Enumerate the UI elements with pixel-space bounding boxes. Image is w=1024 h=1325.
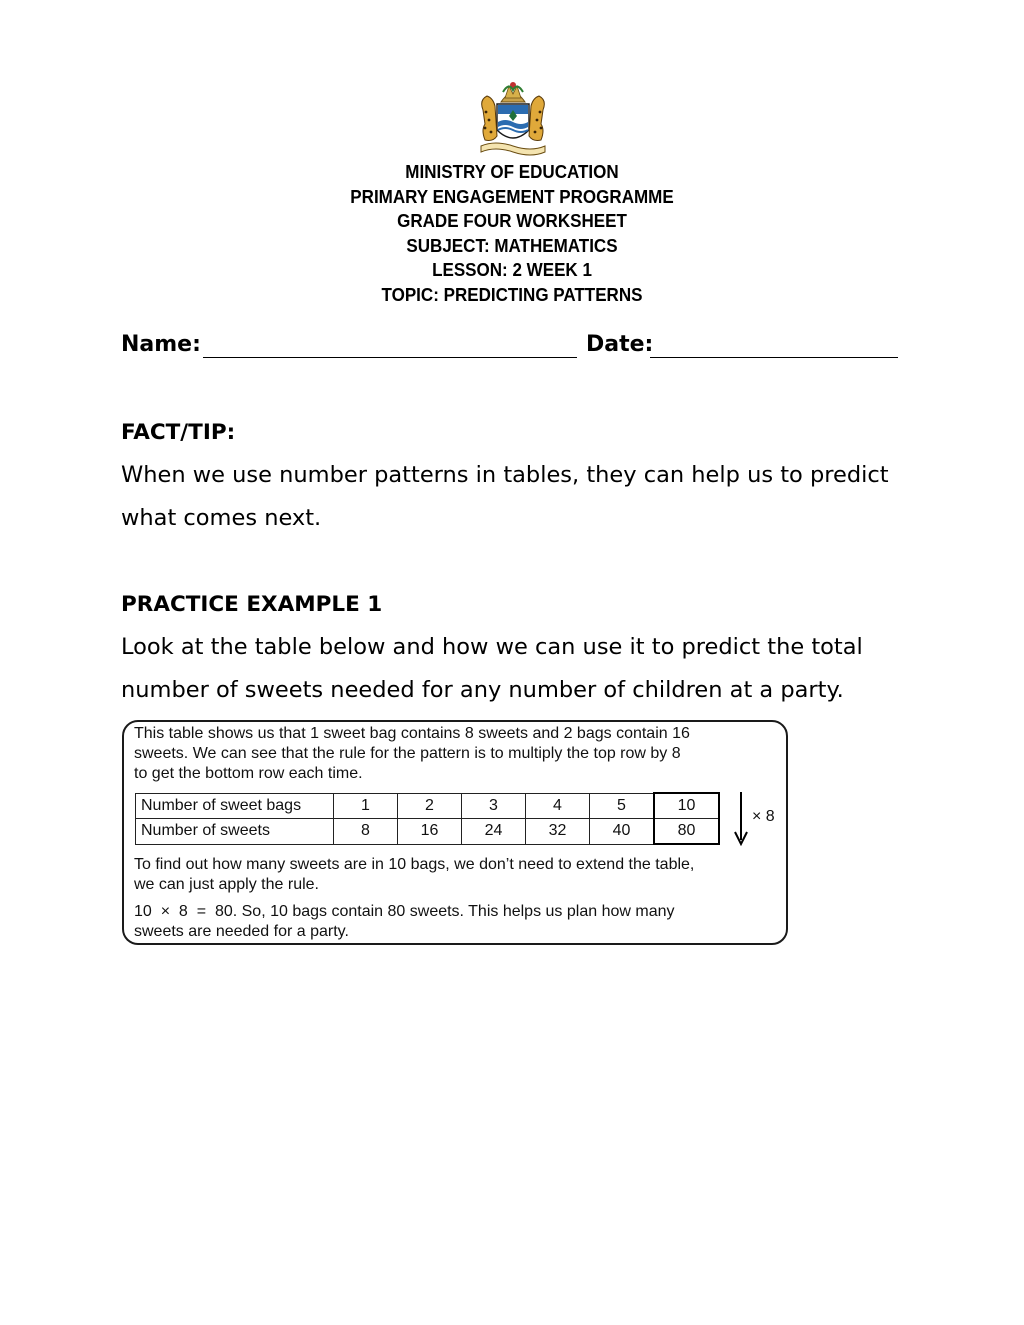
conclusion-line: sweets are needed for a party. xyxy=(134,923,349,940)
row-header-sweets: Number of sweets xyxy=(136,819,334,845)
header-topic: TOPIC: PREDICTING PATTERNS xyxy=(381,283,643,305)
conclusion-line: 10 × 8 = 80. So, 10 bags contain 80 sweets. This helps us plan how many xyxy=(134,903,675,920)
table-cell-highlighted: 80 xyxy=(654,819,719,845)
document-header xyxy=(41,160,983,308)
row-header-bags: Number of sweet bags xyxy=(136,793,334,819)
table-cell: 4 xyxy=(526,793,590,819)
fact-line: When we use number patterns in tables, they can help us to predict xyxy=(121,462,889,488)
name-blank-line[interactable] xyxy=(203,357,577,358)
name-date-row xyxy=(121,330,911,364)
rule-multiplier-label: × 8 xyxy=(752,808,775,825)
table-cell: 5 xyxy=(590,793,655,819)
header-subject: SUBJECT: MATHEMATICS xyxy=(406,234,618,256)
practice-example-heading: PRACTICE EXAMPLE 1 xyxy=(121,592,383,617)
pattern-table xyxy=(135,792,720,845)
note-line: we can just apply the rule. xyxy=(134,876,319,893)
date-label: Date: xyxy=(586,332,654,357)
table-cell: 40 xyxy=(590,819,655,845)
arrow-down-icon xyxy=(734,790,748,846)
date-blank-line[interactable] xyxy=(650,357,898,358)
example-note xyxy=(134,855,694,895)
intro-line: This table shows us that 1 sweet bag contains 8 sweets and 2 bags contain 16 xyxy=(134,725,690,742)
header-worksheet: GRADE FOUR WORKSHEET xyxy=(397,210,627,232)
practice-line: Look at the table below and how we can use it to predict the total xyxy=(121,634,863,660)
note-line: To find out how many sweets are in 10 bags, we don’t need to extend the table, xyxy=(134,856,695,873)
table-cell-highlighted: 10 xyxy=(654,793,719,819)
table-cell: 1 xyxy=(334,793,398,819)
table-row xyxy=(136,819,720,845)
header-lesson: LESSON: 2 WEEK 1 xyxy=(432,259,592,281)
table-cell: 3 xyxy=(462,793,526,819)
example-box xyxy=(122,720,788,945)
header-programme: PRIMARY ENGAGEMENT PROGRAMME xyxy=(350,185,674,207)
table-row xyxy=(136,793,720,819)
practice-line: number of sweets needed for any number of children at a party. xyxy=(121,677,844,703)
fact-line: what comes next. xyxy=(121,505,322,531)
intro-line: sweets. We can see that the rule for the pattern is to multiply the top row by 8 xyxy=(134,745,681,762)
name-label: Name: xyxy=(121,332,201,357)
table-cell: 8 xyxy=(334,819,398,845)
example-intro xyxy=(134,724,690,784)
table-cell: 2 xyxy=(398,793,462,819)
intro-line: to get the bottom row each time. xyxy=(134,765,363,782)
table-cell: 24 xyxy=(462,819,526,845)
header-ministry: MINISTRY OF EDUCATION xyxy=(405,161,619,182)
example-conclusion xyxy=(134,902,674,942)
practice-example-text xyxy=(121,626,911,712)
coat-of-arms-emblem xyxy=(475,80,551,158)
table-cell: 32 xyxy=(526,819,590,845)
table-cell: 16 xyxy=(398,819,462,845)
fact-tip-heading: FACT/TIP: xyxy=(121,420,236,445)
fact-tip-text xyxy=(121,454,911,540)
